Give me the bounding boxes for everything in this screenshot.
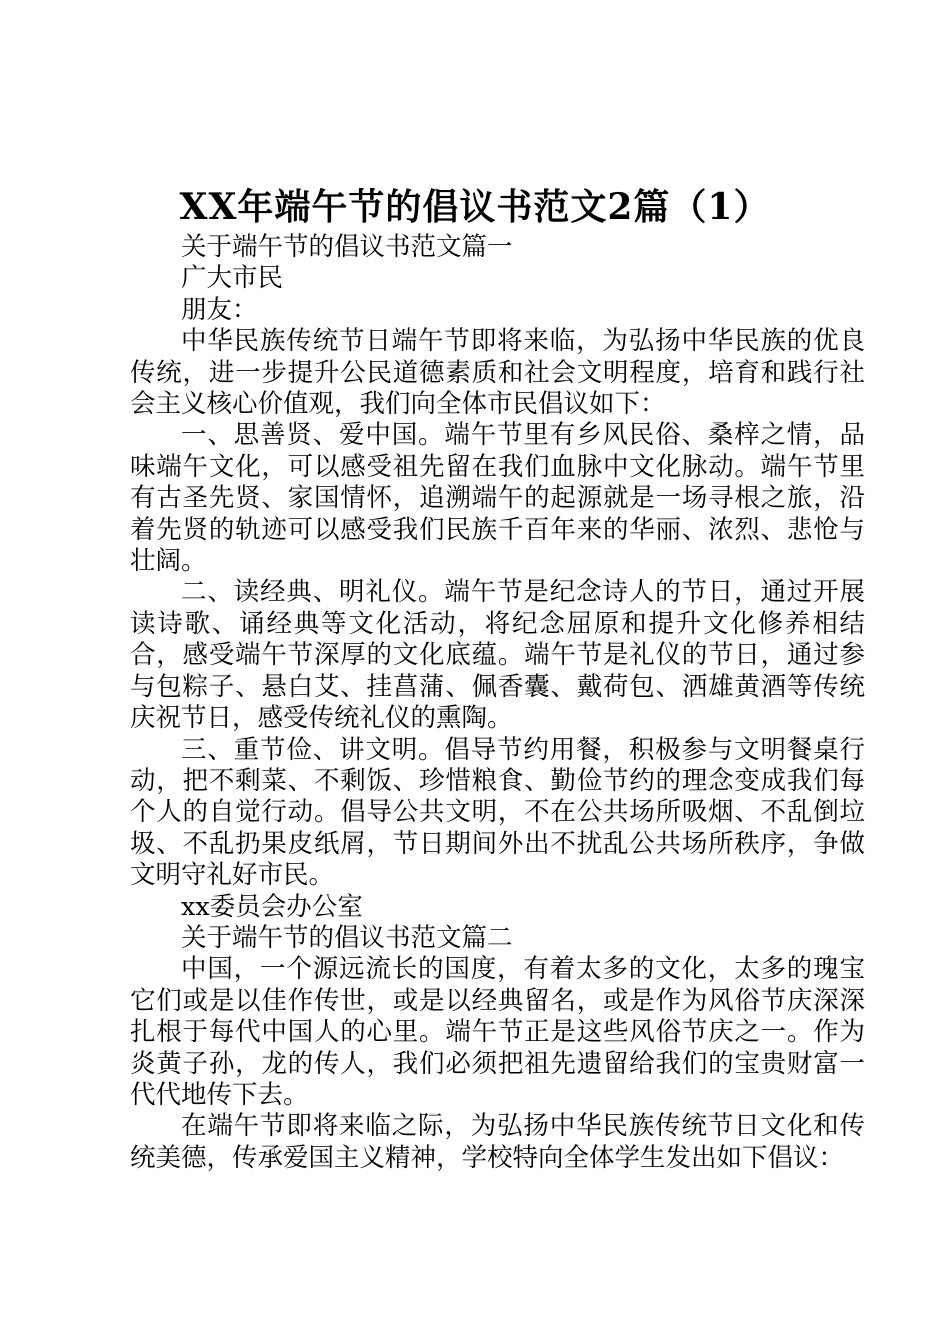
paragraph-part-two-proposal: 在端午节即将来临之际，为弘扬中华民族传统节日文化和传统美德，传承爱国主义精神，学校特向全体学生发出如下倡议： [130,1111,865,1173]
paragraph-salutation-line-two: 朋友： [181,294,258,325]
paragraph-item-one: 一、思善贤、爱中国。端午节里有乡风民俗、桑梓之情，品味端午文化，可以感受祖先留在我们血脉中文化脉动。端午节里有古圣先贤、家国情怀，追溯端午的起源就是一场寻根之旅，沿着先贤的轨迹可以感受我们民族千百年来的华丽、浓烈、悲怆与壮阔。 [130,420,865,577]
paragraph-salutation-line-one: 广大市民 [181,263,284,294]
paragraph-part-two-intro: 中国，一个源远流长的国度，有着太多的文化，太多的瑰宝它们或是以佳作传世，或是以经典留名，或是作为风俗节庆深深扎根于每代中国人的心里。端午节正是这些风俗节庆之一。作为炎黄子孙，龙的传人，我们必须把祖先遗留给我们的宝贵财富一代代地传下去。 [130,954,865,1110]
paragraph-item-two: 二、读经典、明礼仪。端午节是纪念诗人的节日，通过开展读诗歌、诵经典等文化活动，将纪念屈原和提升文化修养相结合，感受端午节深厚的文化底蕴。端午节是礼仪的节日，通过参与包粽子、悬白艾、挂菖蒲、佩香囊、戴荷包、洒雄黄酒等传统庆祝节日，感受传统礼仪的熏陶。 [130,577,865,734]
paragraph-heading-part-one: 关于端午节的倡议书范文篇一 [181,232,513,262]
paragraph-signature: xx委员会办公室 [181,891,363,922]
document-body [130,232,865,1174]
paragraph-heading-part-two: 关于端午节的倡议书范文篇二 [181,922,513,953]
paragraph-intro: 中华民族传统节日端午节即将来临，为弘扬中华民族的优良传统，进一步提升公民道德素质和社会文明程度，培育和践行社会主义核心价值观，我们向全体市民倡议如下： [130,326,865,420]
document-title: XX年端午节的倡议书范文2篇（1） [179,186,771,228]
paragraph-item-three: 三、重节俭、讲文明。倡导节约用餐，积极参与文明餐桌行动，把不剩菜、不剩饭、珍惜粮食、勤俭节约的理念变成我们每个人的自觉行动。倡导公共文明，不在公共场所吸烟、不乱倒垃圾、不乱扔果皮纸屑，节日期间外出不扰乱公共场所秩序，争做文明守礼好市民。 [130,734,865,891]
